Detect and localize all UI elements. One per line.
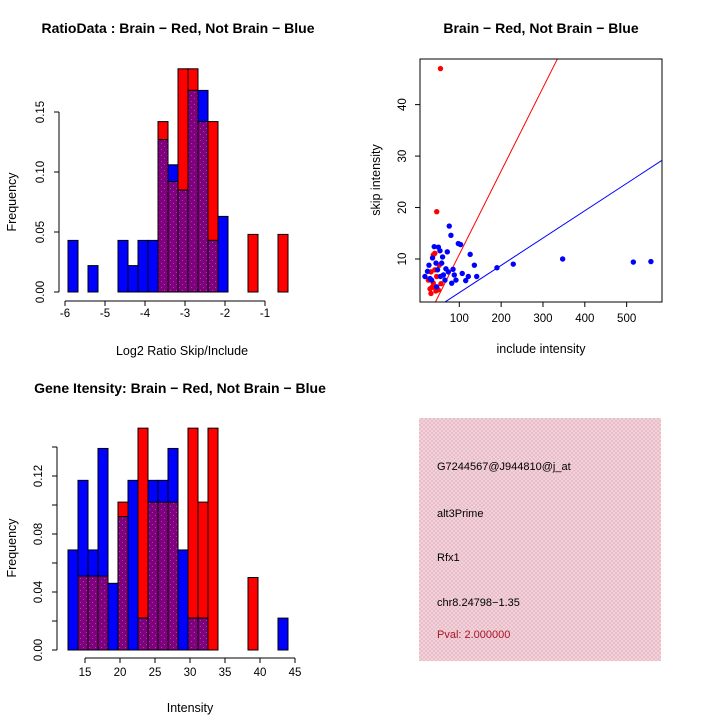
gene_intensity_histogram-panel bbox=[5, 380, 326, 715]
svg-text:include intensity: include intensity bbox=[496, 342, 586, 356]
svg-text:Frequency: Frequency bbox=[5, 172, 19, 232]
svg-text:Brain − Red, Not Brain − Blue: Brain − Red, Not Brain − Blue bbox=[443, 20, 639, 36]
svg-text:15: 15 bbox=[78, 667, 92, 679]
svg-text:0.00: 0.00 bbox=[35, 280, 47, 304]
svg-text:20: 20 bbox=[397, 201, 409, 214]
svg-text:400: 400 bbox=[575, 313, 595, 325]
svg-text:0.04: 0.04 bbox=[33, 580, 45, 604]
chromosome-text: chr8.24798−1.35 bbox=[437, 597, 520, 609]
svg-text:0.08: 0.08 bbox=[33, 522, 45, 546]
svg-text:Frequency: Frequency bbox=[5, 518, 19, 578]
splice-type-text: alt3Prime bbox=[437, 508, 484, 520]
svg-text:RatioData : Brain − Red, Not B: RatioData : Brain − Red, Not Brain − Blue bbox=[41, 20, 315, 36]
svg-text:0.15: 0.15 bbox=[35, 100, 47, 124]
svg-text:0.05: 0.05 bbox=[35, 220, 47, 244]
svg-text:0.12: 0.12 bbox=[33, 464, 45, 488]
svg-text:-1: -1 bbox=[259, 308, 271, 320]
svg-text:-6: -6 bbox=[59, 308, 71, 320]
svg-text:10: 10 bbox=[397, 252, 409, 266]
ratio_histogram-panel bbox=[5, 20, 315, 358]
intensity_scatter-panel bbox=[369, 20, 662, 356]
svg-text:-4: -4 bbox=[139, 308, 151, 320]
svg-text:-2: -2 bbox=[219, 308, 231, 320]
probe-id-text: G7244567@J944810@j_at bbox=[437, 461, 571, 473]
svg-text:45: 45 bbox=[288, 667, 302, 679]
svg-text:Gene Itensity: Brain − Red, No: Gene Itensity: Brain − Red, Not Brain − Blue bbox=[34, 380, 326, 396]
svg-text:0.00: 0.00 bbox=[33, 638, 45, 662]
svg-text:40: 40 bbox=[253, 667, 267, 679]
svg-text:25: 25 bbox=[148, 667, 162, 679]
svg-text:Intensity: Intensity bbox=[166, 701, 214, 715]
svg-text:30: 30 bbox=[397, 149, 409, 163]
svg-text:20: 20 bbox=[113, 667, 127, 679]
svg-text:skip intensity: skip intensity bbox=[369, 144, 383, 216]
svg-text:-5: -5 bbox=[99, 308, 111, 320]
svg-text:40: 40 bbox=[397, 98, 409, 112]
svg-text:35: 35 bbox=[218, 667, 232, 679]
svg-text:Log2 Ratio Skip/Include: Log2 Ratio Skip/Include bbox=[115, 344, 249, 358]
gene-name-text: Rfx1 bbox=[437, 552, 460, 564]
svg-text:300: 300 bbox=[533, 313, 553, 325]
svg-text:0.10: 0.10 bbox=[35, 160, 47, 184]
pval-text: Pval: 2.000000 bbox=[437, 629, 511, 641]
svg-text:500: 500 bbox=[617, 313, 637, 325]
svg-text:100: 100 bbox=[449, 313, 469, 325]
svg-text:30: 30 bbox=[183, 667, 197, 679]
gene-info-panel bbox=[419, 418, 661, 661]
svg-text:200: 200 bbox=[491, 313, 511, 325]
svg-text:-3: -3 bbox=[179, 308, 191, 320]
